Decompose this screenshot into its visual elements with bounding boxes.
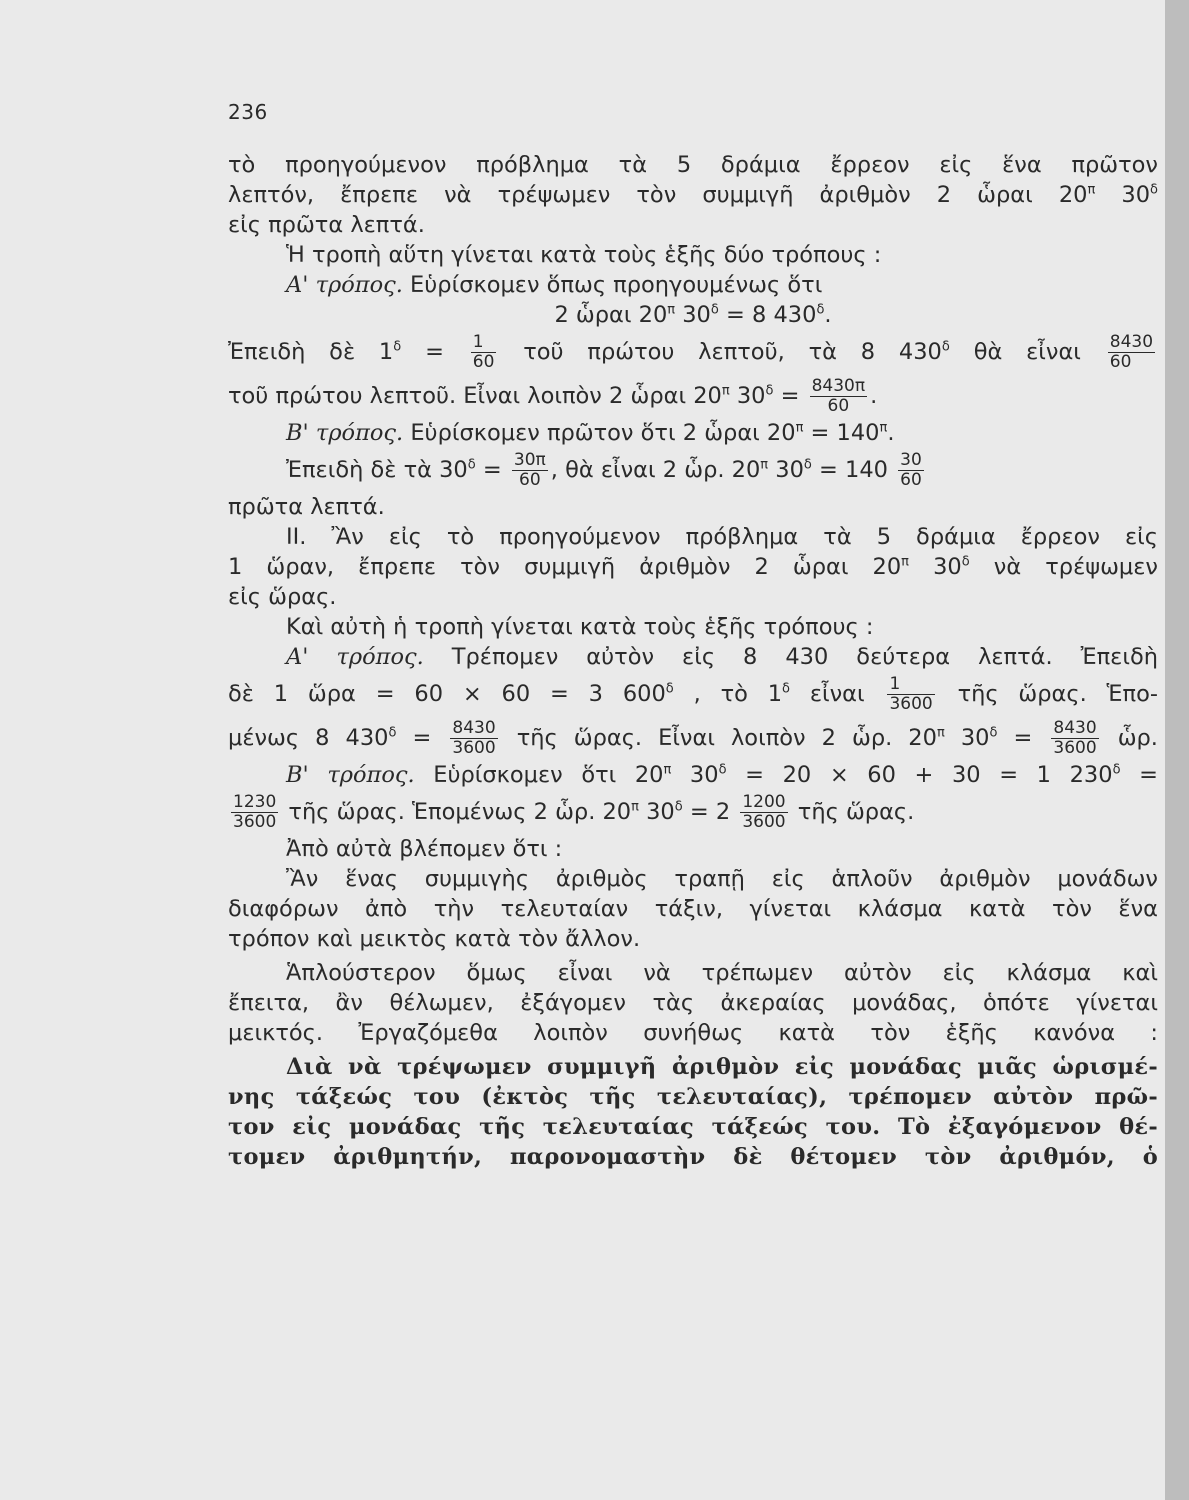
rule-line: Διὰ νὰ τρέψωμεν συμμιγῆ ἀριθμὸν εἰς μονάδας μιᾶς ὡρισμέ- [286,1054,1158,1080]
text-line: διαφόρων ἀπὸ τὴν τελευταίαν τάξιν, γίνεται κλάσμα κατὰ τὸν ἕνα [228,896,1158,922]
text-line: 1 ὥραν, ἔπρεπε τὸν συμμιγῆ ἀριθμὸν 2 ὧραι $20^\pi$ $30^\delta$ νὰ τρέψωμεν [228,554,1158,580]
text-line: ἔπειτα, ἂν θέλωμεν, ἐξάγομεν τὰς ἀκεραίας μονάδας, ὁπότε γίνεται [228,990,1158,1016]
text-line: εἰς ὥρας. [228,584,337,610]
method-b-heading: Β' τρόπος. Εὑρίσκομεν πρῶτον ὅτι 2 ὧραι $20^\pi = 140^\pi$. [286,420,895,446]
rule-line: τον εἰς μονάδας τῆς τελευταίας τάξεώς του. Τὸ ἐξαγόμενον θέ- [228,1114,1158,1140]
text-line: τὸ προηγούμενον πρόβλημα τὰ 5 δράμια ἔρρεον εἰς ἕνα πρῶτον [228,152,1158,178]
text-line: Ἐπειδὴ δὲ $1^\delta$ = $\frac{1}{60}$ τοῦ πρώτου λεπτοῦ, τὰ 8 $430^\delta$ θὰ εἶναι $\frac{8430}{60}$ [228,332,1154,372]
fraction: $\frac{30}{60}$ [900,450,922,490]
text-line: Ἂν ἕνας συμμιγὴς ἀριθμὸς τραπῇ εἰς ἁπλοῦν ἀριθμὸν μονάδων [286,866,1158,892]
text-line: Ἀπὸ αὐτὰ βλέπομεν ὅτι : [286,836,563,862]
text-line: Ἡ τροπὴ αὕτη γίνεται κατὰ τοὺς ἑξῆς δύο τρόπους : [286,242,882,268]
text-line: ΙΙ. Ἂν εἰς τὸ προηγούμενον πρόβλημα τὰ 5 δράμια ἔρρεον εἰς [286,524,1158,550]
text-line: λεπτόν, ἔπρεπε νὰ τρέψωμεν τὸν συμμιγῆ ἀριθμὸν 2 ὧραι $20^\pi$ $30^\delta$ [228,182,1158,208]
fraction: $\frac{8430}{3600}$ [452,718,496,758]
fraction: $\frac{1230}{3600}$ [233,792,277,832]
page-edge [1165,0,1189,1500]
text-line: μεικτός. Ἐργαζόμεθα λοιπὸν συνήθως κατὰ τὸν ἑξῆς κανόνα : [228,1020,1158,1046]
text-line: τρόπον καὶ μεικτὸς κατὰ τὸν ἄλλον. [228,926,641,952]
text-line: τοῦ πρώτου λεπτοῦ. Εἶναι λοιπὸν 2 ὧραι $20^\pi$ $30^\delta$ = $\frac{8430\pi}{60}$ . [228,376,878,416]
text-line: πρῶτα λεπτά. [228,494,385,520]
method-a-heading: Α' τρόπος. Εὑρίσκομεν ὅπως προηγουμένως ὅτι [286,272,823,298]
fraction: $\frac{1}{60}$ [472,332,495,372]
text-line: δὲ 1 ὥρα = 60 × 60 = 3 $600^\delta$ , τὸ $1^\delta$ εἶναι $\frac{1}{3600}$ τῆς ὥρας. Ἑπο- [228,674,1158,714]
fraction: $\frac{30\pi}{60}$ [513,450,546,490]
text-line: μένως 8 $430^\delta$ = $\frac{8430}{3600}$ τῆς ὥρας. Εἶναι λοιπὸν 2 ὧρ. $20^\pi$ $30^\delta$ = $\frac{8430}{3600}$ ὧρ. [228,718,1158,758]
fraction: $\frac{8430}{3600}$ [1053,718,1097,758]
page-number: 236 [228,100,268,124]
fraction: $\frac{1}{3600}$ [889,674,933,714]
rule-line: τομεν ἀριθμητήν, παρονομαστὴν δὲ θέτομεν τὸν ἀριθμόν, ὁ [228,1144,1158,1170]
fraction: $\frac{8430}{60}$ [1109,332,1154,372]
rule-line: νης τάξεώς του (ἐκτὸς τῆς τελευταίας), τρέπομεν αὐτὸν πρῶ- [228,1084,1158,1110]
method-b-heading: Β' τρόπος. Εὑρίσκομεν ὅτι $20^\pi$ $30^\delta = 20 \times 60 + 30 = 1$ $230^\delta$ = [286,762,1158,788]
text-line: $\frac{1230}{3600}$ τῆς ὥρας. Ἑπομένως 2 ὧρ. $20^\pi$ $30^\delta = 2$ $\frac{1200}{3600}$ τῆς ὥρας. [233,792,915,832]
method-a-heading: Α' τρόπος. Τρέπομεν αὐτὸν εἰς 8 430 δεύτερα λεπτά. Ἐπειδὴ [286,644,1158,670]
equation: 2 ὧραι $20^\pi$ $30^\delta = 8$ $430^\delta$. [554,302,832,328]
page-body [228,150,1158,1172]
text-line: Ἐπειδὴ δὲ τὰ $30^\delta$ = $\frac{30\pi}{60}$ , θὰ εἶναι 2 ὧρ. $20^\pi$ $30^\delta = 140$ $\frac{30}{60}$ [286,450,922,490]
fraction: $\frac{1200}{3600}$ [742,792,786,832]
fraction: $\frac{8430\pi}{60}$ [811,376,866,416]
text-line: εἰς πρῶτα λεπτά. [228,212,425,238]
text-line: Ἁπλούστερον ὅμως εἶναι νὰ τρέπωμεν αὐτὸν εἰς κλάσμα καὶ [286,960,1158,986]
text-line: Καὶ αὐτὴ ἡ τροπὴ γίνεται κατὰ τοὺς ἑξῆς τρόπους : [286,614,874,640]
